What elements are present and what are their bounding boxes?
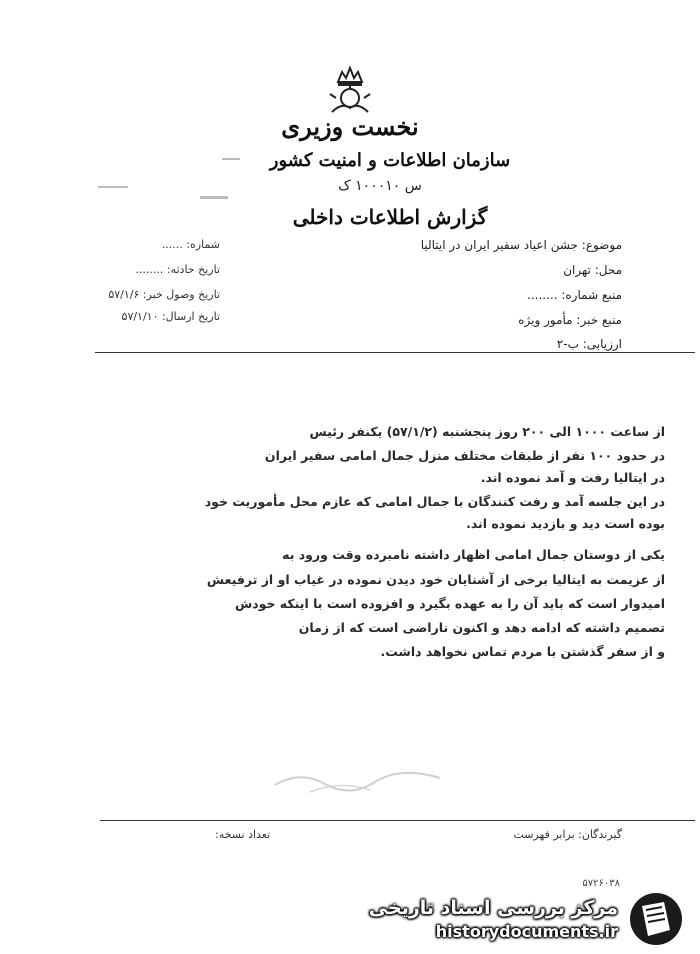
place-field: محل: تهران: [563, 263, 622, 277]
ministry-title: نخست وزیری: [281, 112, 419, 141]
header-divider: [95, 352, 695, 353]
body-line: در ایتالیا رفت و آمد نموده اند.: [480, 470, 665, 485]
document-serial: ۵۷۲۶۰۳۸: [582, 878, 620, 889]
archive-name: مرکز بررسی اسناد تاریخی: [368, 897, 618, 919]
subject-field: موضوع: جشن اعیاد سفیر ایران در ایتالیا: [420, 238, 622, 252]
report-type: گزارش اطلاعات داخلی: [292, 205, 488, 229]
organization-name: سازمان اطلاعات و امنیت کشور: [269, 150, 511, 171]
copies-field: تعداد نسخه:: [215, 828, 271, 841]
recipients-field: گیرندگان: برابر فهرست: [513, 828, 622, 841]
grade-field: ارزیابی: ب-۲: [556, 337, 622, 351]
document-code: س ۱۰۰۰۱۰ ک: [338, 178, 422, 194]
body-line: از عزیمت به ایتالیا برخی از آشنایان خود دیدن نموده در غیاب او از ترفیعش: [206, 572, 665, 587]
body-line: امیدوار است که باید آن را به عهده بگیرد و افزوده است با اینکه خودش: [234, 596, 665, 611]
signature-smudge: [270, 760, 450, 800]
body-line: بوده است دید و بازدید نموده اند.: [466, 516, 665, 531]
body-line: تصمیم داشته که ادامه دهد و اکنون ناراضی است که از زمان: [298, 620, 665, 635]
body-line: در حدود ۱۰۰ نفر از طبقات مختلف منزل جمال امامی سفیر ایران: [264, 448, 665, 463]
number-field: شماره: ......: [161, 238, 220, 251]
archive-url: historydocuments.ir: [435, 922, 618, 941]
event-date-field: تاریخ حادثه: ........: [135, 263, 220, 276]
source-evaluation-field: منبع خبر: مأمور ویژه: [518, 313, 622, 327]
body-line: در این جلسه آمد و رفت کنندگان با جمال امامی که عازم محل مأموریت خود: [204, 494, 665, 509]
body-line: از ساعت ۱۰۰۰ الی ۲۰۰ روز پنجشنبه (۵۷/۱/۲) یکنفر رئیس: [309, 424, 665, 439]
send-date-field: تاریخ ارسال: ۵۷/۱/۱۰: [121, 310, 220, 323]
body-line: و از سفر گذشتن با مردم تماس نخواهد داشت.: [380, 644, 665, 659]
archive-logo-icon: [624, 890, 688, 948]
receipt-date-field: تاریخ وصول خبر: ۵۷/۱/۶: [108, 288, 220, 301]
body-line: یکی از دوستان جمال امامی اظهار داشته نامبرده وقت ورود به: [282, 547, 665, 562]
lion-and-sun-emblem: [322, 62, 378, 118]
footer-divider: [100, 820, 695, 821]
source-number-field: منبع شماره: ........: [527, 288, 622, 302]
